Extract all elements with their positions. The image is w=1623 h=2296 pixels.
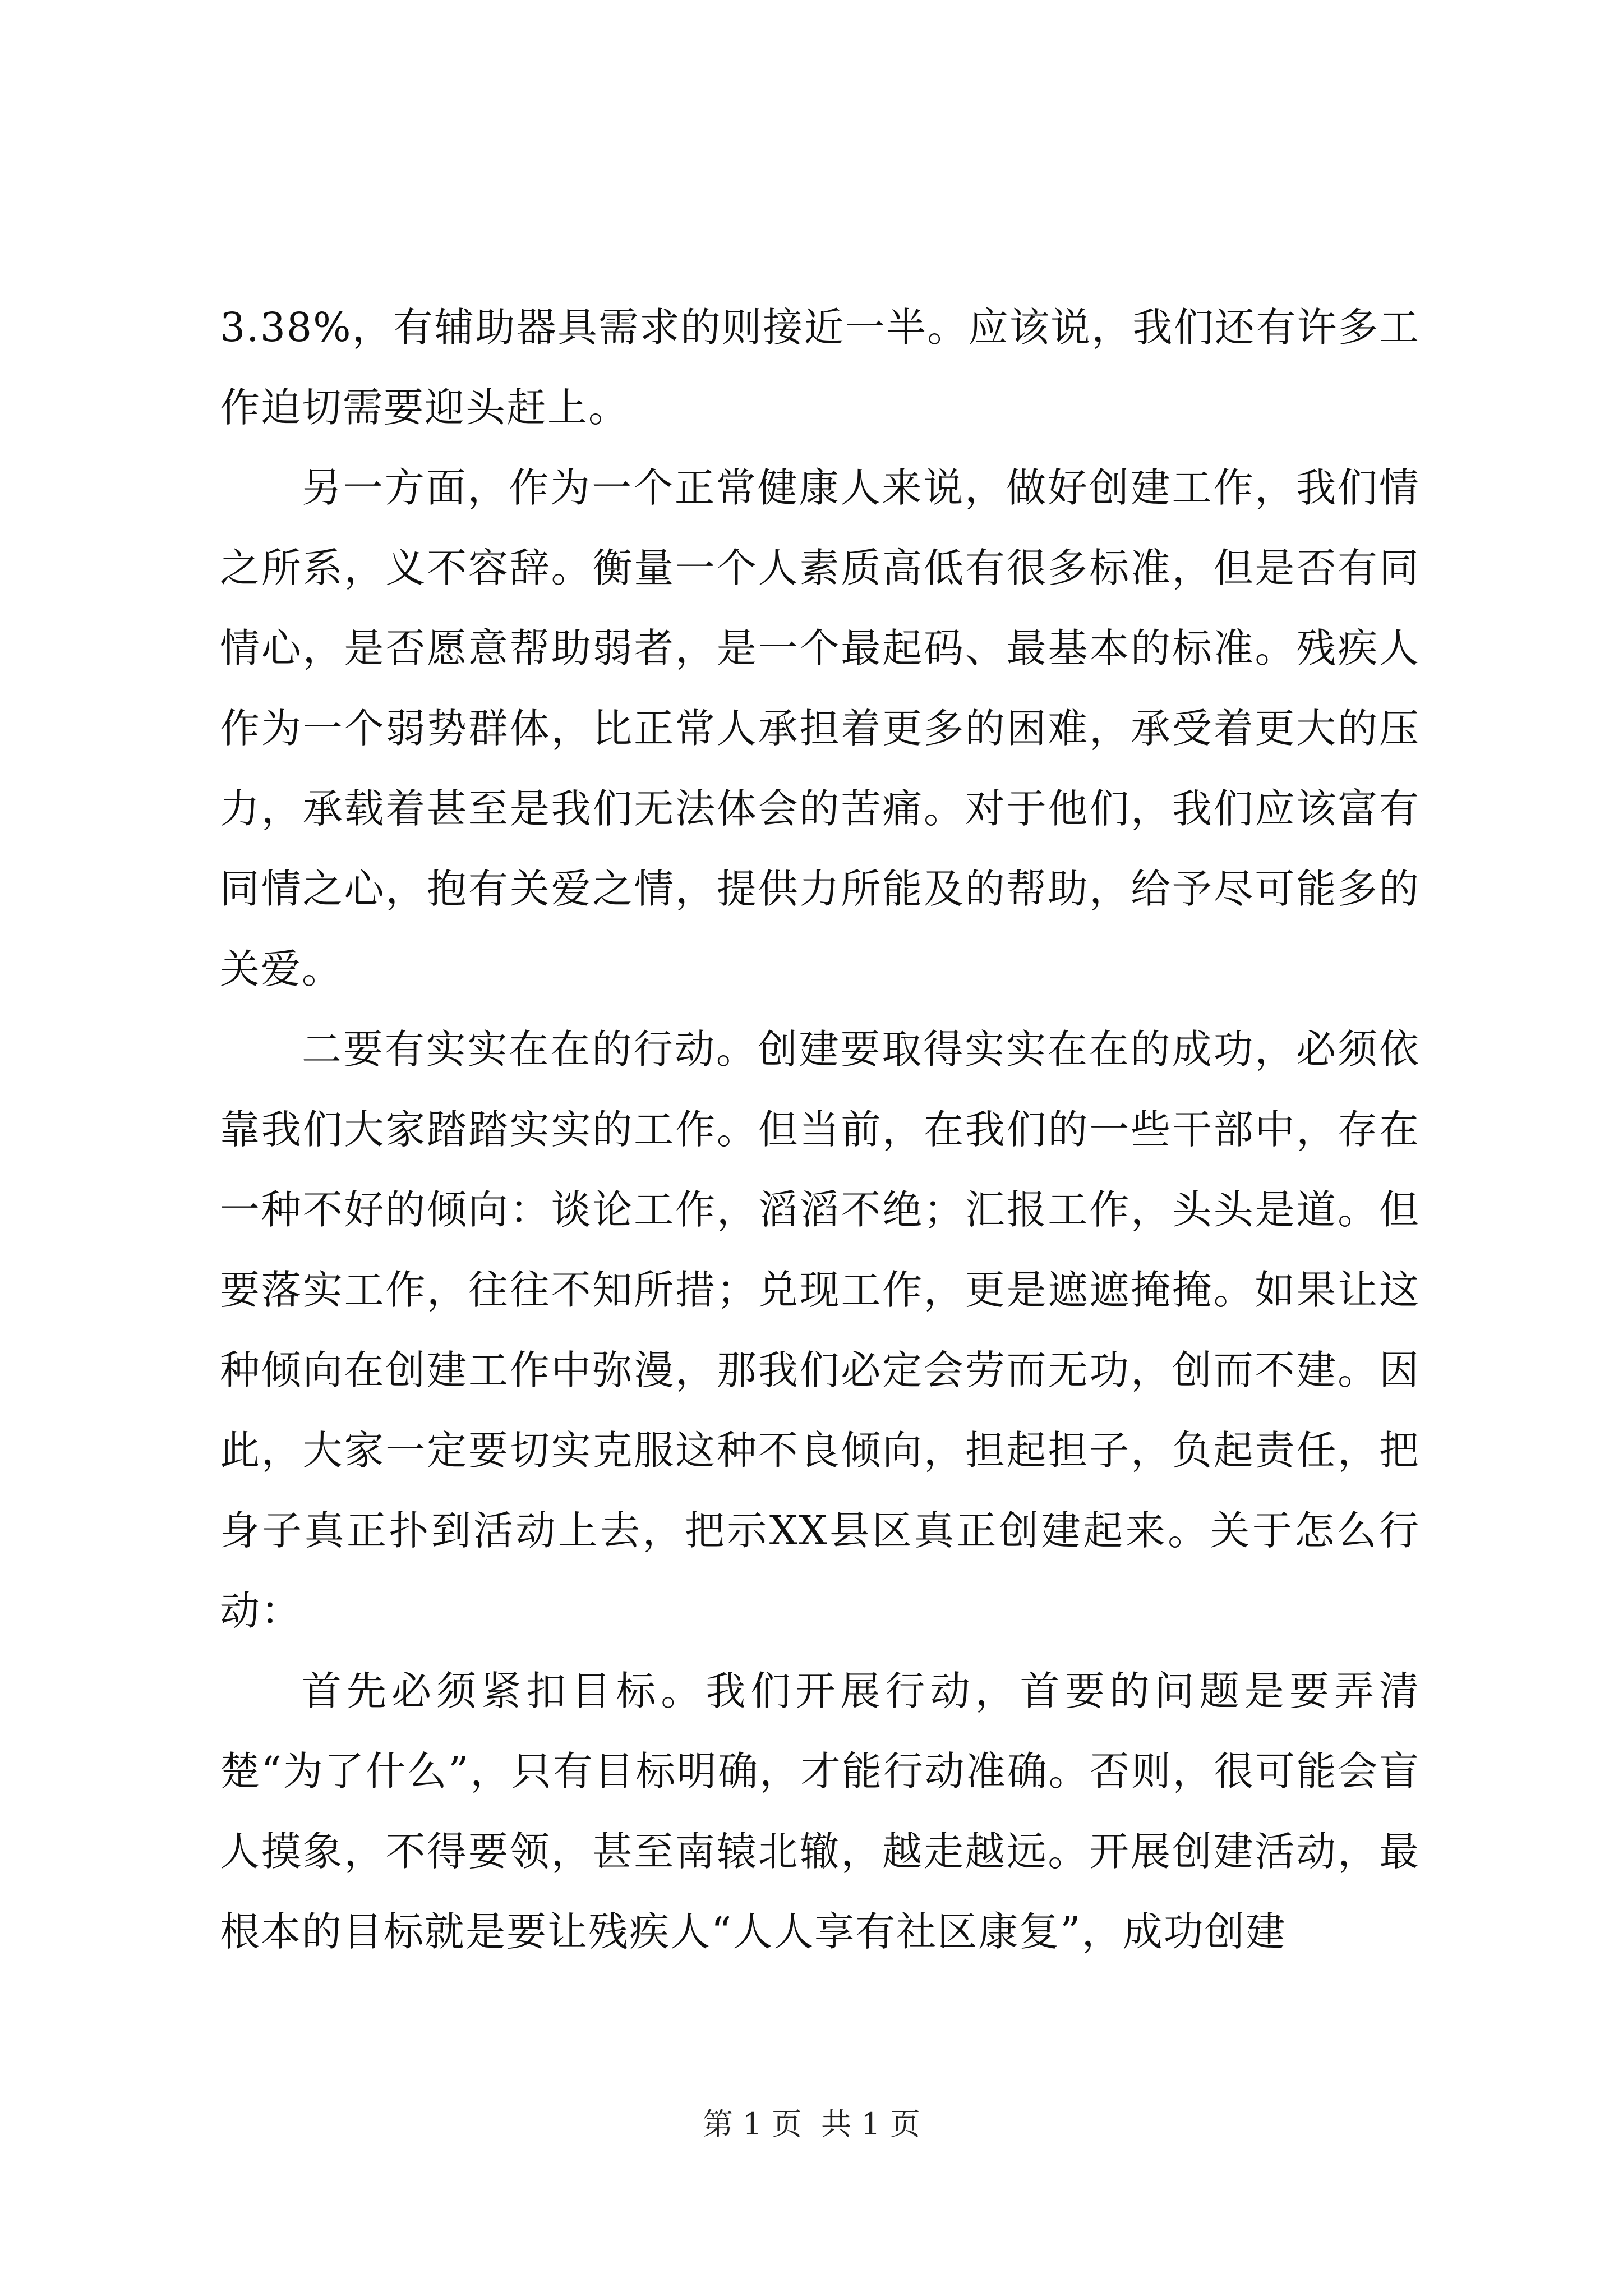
- paragraph-2: 另一方面，作为一个正常健康人来说，做好创建工作，我们情之所系，义不容辞。衡量一个人素质高低有很多标准，但是否有同情心，是否愿意帮助弱者，是一个最起码、最基本的标准。残疾人作为一个弱势群体，比正常人承担着更多的困难，承受着更大的压力，承载着甚至是我们无法体会的苦痛。对于他们，我们应该富有同情之心，抱有关爱之情，提供力所能及的帮助，给予尽可能多的关爱。: [220, 464, 1420, 992]
- document-body: [220, 287, 1420, 1972]
- paragraph-1: 3.38%，有辅助器具需求的则接近一半。应该说，我们还有许多工作迫切需要迎头赶上。: [220, 304, 1420, 431]
- paragraph-3: 二要有实实在在的行动。创建要取得实实在在的成功，必须依靠我们大家踏踏实实的工作。但当前，在我们的一些干部中，存在一种不好的倾向：谈论工作，滔滔不绝；汇报工作，头头是道。但要落实工作，往往不知所措；兑现工作，更是遮遮掩掩。如果让这种倾向在创建工作中弥漫，那我们必定会劳而无功，创而不建。因此，大家一定要切实克服这种不良倾向，担起担子，负起责任，把身子真正扑到活动上去，把示XX县区真正创建起来。关于怎么行动：: [220, 1026, 1420, 1634]
- paragraph-4: 首先必须紧扣目标。我们开展行动，首要的问题是要弄清楚“为了什么”，只有目标明确，才能行动准确。否则，很可能会盲人摸象，不得要领，甚至南辕北辙，越走越远。开展创建活动，最根本的目标就是要让残疾人“人人享有社区康复”，成功创建: [220, 1668, 1420, 1955]
- page-footer: 第 1 页 共 1 页: [703, 2106, 920, 2142]
